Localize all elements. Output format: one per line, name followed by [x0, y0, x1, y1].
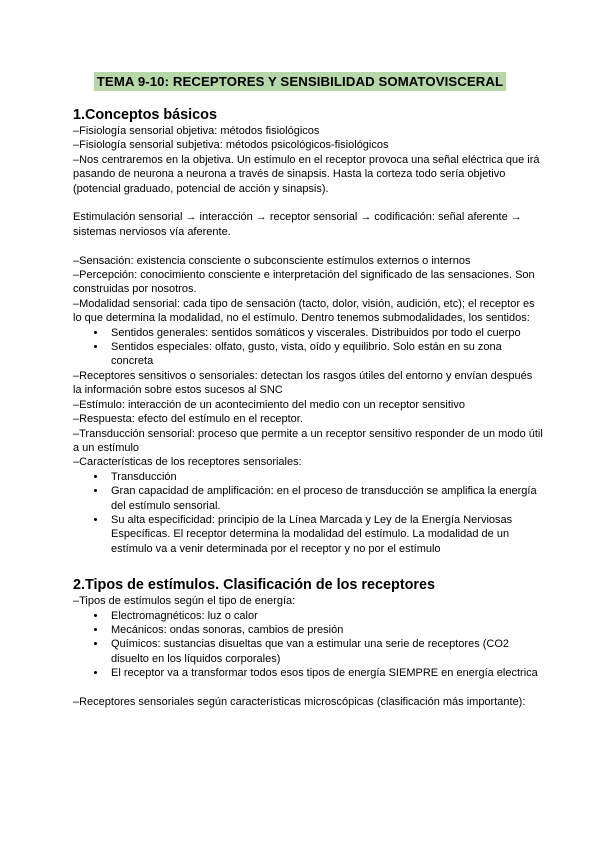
- spacer: [73, 681, 543, 695]
- document-body: [73, 106, 543, 709]
- list-item: • El receptor va a transformar todos esos tipos de energía SIEMPRE en energía electrica: [107, 666, 543, 680]
- definition-line: –Características de los receptores sensoriales:: [73, 456, 302, 469]
- list-item: • Electromagnéticos: luz o calor: [107, 609, 543, 623]
- definition-line: –Receptores sensitivos o sensoriales: detectan los rasgos útiles del entorno y envían después la información sobre estos sucesos al SNC: [73, 369, 533, 397]
- list-item: • Sentidos especiales: olfato, gusto, vista, oído y equilibrio. Solo están en su zona concreta: [107, 340, 543, 369]
- spacer: [73, 196, 543, 210]
- page-title: TEMA 9-10: RECEPTORES Y SENSIBILIDAD SOMATOVISCERAL: [94, 72, 506, 91]
- list-item: • Transducción: [107, 470, 543, 484]
- definition-line: –Transducción sensorial: proceso que permite a un receptor sensitivo responder de un modo útil a un estímulo: [73, 427, 543, 454]
- section-1-intro-line: –Fisiología sensorial subjetiva: métodos psicológicos-fisiológicos: [73, 139, 389, 152]
- section-1-heading: 1.Conceptos básicos: [73, 107, 217, 123]
- list-item: • Químicos: sustancias disueltas que van a estimular una serie de receptores (CO2 disuelto en los líquidos corporales): [107, 637, 543, 666]
- sentidos-list: [73, 326, 543, 369]
- definition-line: –Modalidad sensorial: cada tipo de sensación (tacto, dolor, visión, audición, etc); el receptor es lo que determina la modalidad, no el estímulo. Dentro tenemos submodalidades, los sentidos:: [73, 297, 535, 325]
- definition-line: –Estímulo: interacción de un acontecimiento del medio con un receptor sensitivo: [73, 398, 465, 411]
- list-item: • Gran capacidad de amplificación: en el proceso de transducción se amplifica la energía del estímulo sensorial.: [107, 484, 543, 513]
- spacer: [73, 556, 543, 576]
- section-2-heading: 2.Tipos de estímulos. Clasificación de los receptores: [73, 577, 436, 594]
- title-wrap: [0, 72, 600, 91]
- section-2-closing: –Receptores sensoriales según características microscópicas (clasificación más importante):: [73, 695, 526, 708]
- caracteristicas-list: [73, 470, 543, 556]
- list-item: • Mecánicos: ondas sonoras, cambios de presión: [107, 623, 543, 637]
- spacer: [73, 239, 543, 253]
- sensory-chain-paragraph: Estimulación sensorial → interacción → receptor sensorial → codificación: señal aferente → sistemas nerviosos vía aferente.: [73, 211, 522, 238]
- list-item: • Su alta especificidad: principio de la Línea Marcada y Ley de la Energía Nerviosas Específicas. El receptor determina la modalidad del estímulo. La modalidad de un estímulo va a venir determinada por el receptor y no por el estímulo: [107, 513, 543, 556]
- tipos-list: [73, 609, 543, 681]
- definition-line: –Sensación: existencia consciente o subconsciente estímulos externos o internos: [73, 254, 471, 267]
- section-2-intro: –Tipos de estímulos según el tipo de energía:: [73, 595, 296, 608]
- section-1-intro-line: –Nos centraremos en la objetiva. Un estímulo en el receptor provoca una señal eléctrica que irá pasando de neurona a neurona a través de sinapsis. Hasta la corteza todo sería objetivo (potencial graduado, potencial de acción y sinapsis).: [73, 153, 540, 195]
- section-1-intro-line: –Fisiología sensorial objetiva: métodos fisiológicos: [73, 125, 320, 137]
- definition-line: –Respuesta: efecto del estímulo en el receptor.: [73, 413, 303, 426]
- list-item: • Sentidos generales: sentidos somáticos y viscerales. Distribuidos por todo el cuerpo: [107, 326, 543, 340]
- definition-line: –Percepción: conocimiento consciente e interpretación del significado de las sensaciones. Son construidas por nosotros.: [73, 269, 535, 296]
